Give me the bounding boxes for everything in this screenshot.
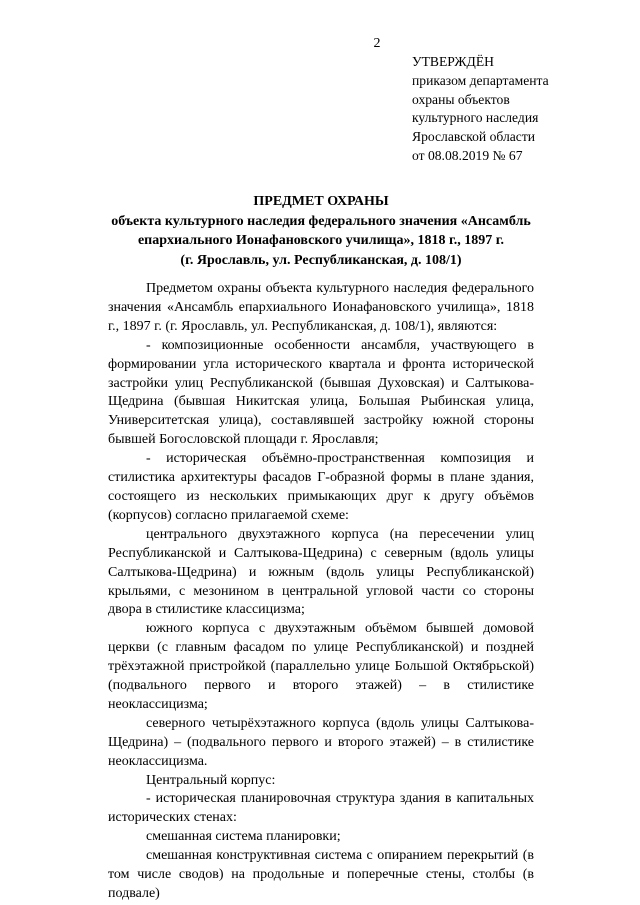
paragraph: северного четырёхэтажного корпуса (вдоль улицы Салтыкова-Щедрина) – (подвального первого и второго этажей) – в стилистике неоклассицизма.: [108, 715, 534, 769]
paragraph: - композиционные особенности ансамбля, участвующего в формировании угла исторического квартала и фронта исторической застройки улиц Республиканской (бывшая Духовская) и Салтыкова-Щедрина (бывшая Никитская улица, Большая Рыбинская улица, Университетская улица), составлявшей застройку южной стороны бывшей Богословской площади г. Ярославля;: [108, 337, 534, 448]
paragraph: Центральный корпус:: [146, 772, 276, 788]
paragraph: Предметом охраны объекта культурного наследия федерального значения «Ансамбль епархиального Ионафановского училища», 1818 г., 1897 г. (г. Ярославль, ул. Республиканская, д. 108/1), являются:: [108, 281, 534, 334]
title-line: епархиального Ионафановского училища», 1818 г., 1897 г.: [137, 233, 505, 249]
paragraph: центрального двухэтажного корпуса (на пересечении улиц Республиканской и Салтыкова-Щедрина) с северным (вдоль улицы Салтыкова-Щедрина) и южным (вдоль улицы Республиканской) крыльями, с мезонином в центральной угловой части со стороны двора в стилистике классицизма;: [108, 526, 534, 618]
paragraph: южного корпуса с двухэтажным объёмом бывшей домовой церкви (с главным фасадом по улице Республиканской) и поздней трёхэтажной пристройкой (параллельно улице Большой Октябрьской) (подвального первого и второго этажей) – в стилистике неоклассицизма;: [108, 621, 534, 712]
approval-line: охраны объектов: [412, 91, 510, 107]
title-line: (г. Ярославль, ул. Республиканская, д. 108/1): [180, 252, 462, 268]
approval-line: культурного наследия: [412, 110, 539, 126]
approval-line: от 08.08.2019 № 67: [412, 147, 523, 163]
paragraph: смешанная конструктивная система с опиранием перекрытий (в том числе сводов) на продольные и поперечные стены, столбы (в подвале): [108, 848, 534, 901]
approval-line: приказом департамента: [412, 72, 549, 88]
paragraph: - историческая планировочная структура здания в капитальных исторических стенах:: [108, 791, 534, 826]
paragraph: смешанная система планировки;: [146, 829, 341, 845]
paragraph: - историческая объёмно-пространственная композиция и стилистика архитектуры фасадов Г-образной формы в плане здания, состоящего из нескольких примыкающих друг к другу объёмов (корпусов) согласно прилагаемой схеме:: [108, 451, 534, 523]
page-number: 2: [373, 36, 381, 51]
approval-line: Ярославской области: [412, 129, 536, 145]
document-body: [108, 280, 534, 904]
approval-block: [412, 53, 549, 166]
approval-line: УТВЕРЖДЁН: [412, 54, 494, 69]
title-line: объекта культурного наследия федерального значения «Ансамбль: [111, 213, 531, 229]
document-title: [108, 192, 534, 270]
title-line: ПРЕДМЕТ ОХРАНЫ: [253, 194, 389, 209]
